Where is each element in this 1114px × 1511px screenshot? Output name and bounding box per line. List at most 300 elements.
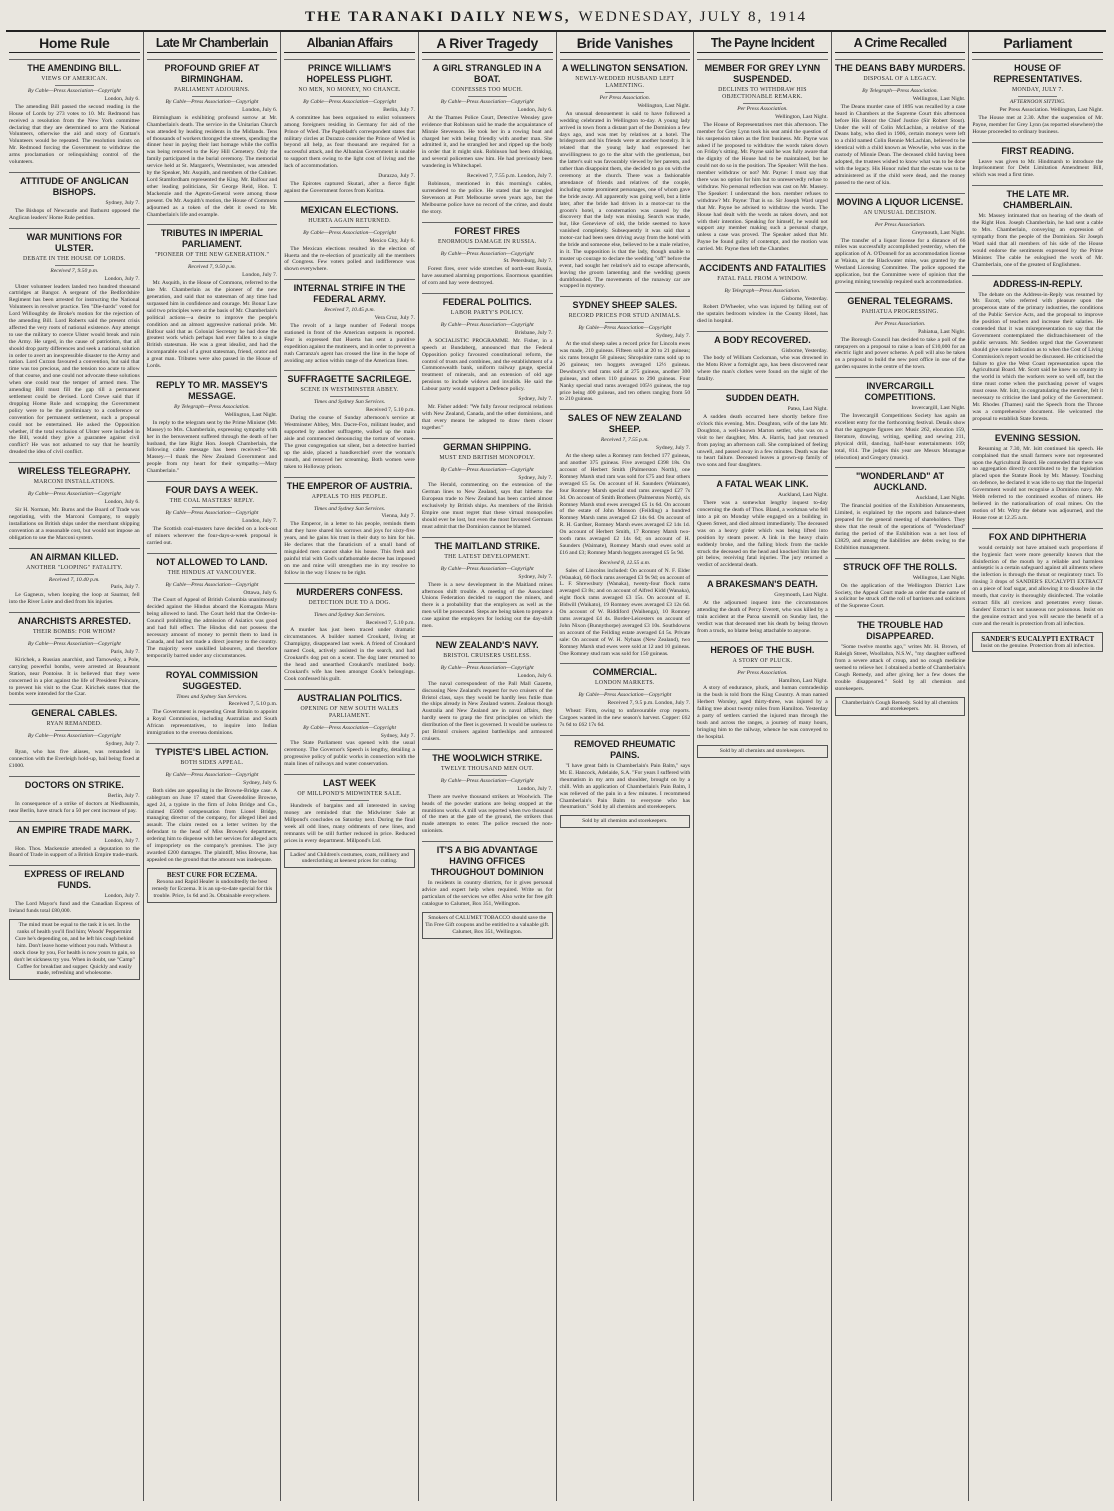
- article-body: The financial position of the Exhibition Amusements, Limited, is explained by the reports and balance-sheet prepared for the general meeting of shareholders. They show that the result of the operations of "Wonderland" during the period of the Exhibition was a net loss of £3829, and among the liabilities are debts owing to the Exhibition management.: [834, 503, 966, 551]
- article-byline: By Telegraph—Press Association.: [862, 88, 938, 94]
- divider: [468, 248, 507, 249]
- article: [284, 201, 415, 273]
- article: [422, 841, 553, 908]
- article-byline: By Cable—Press Association—Copyright: [440, 777, 534, 784]
- article-body: The Herald, commenting on the extension of the German lines to New Zealand, says that hitherto the European trade to New Zealand has been carried almost exclusively by British ships. As members of the British Empire one must regret that these virtual monopolies should ever be lost, but even the most favoured Germans must admit that the Dominion cannot be blamed.: [421, 482, 553, 530]
- newspaper-title: THE TARANAKI DAILY NEWS,: [304, 8, 571, 25]
- article-dateline: Wellington, Last Night.: [775, 113, 828, 120]
- divider: [468, 464, 507, 465]
- article-headline: STRUCK OFF THE ROLLS.: [835, 558, 966, 573]
- article-headline: ANARCHISTS ARRESTED.: [9, 612, 140, 627]
- article-dateline: London, July 7.: [104, 893, 140, 900]
- column-5: [557, 32, 695, 1501]
- article-dateline: London, July 6.: [517, 106, 553, 113]
- article-dateline: Per Press Association. Wellington, Last Night.: [999, 106, 1103, 113]
- article-headline: MEXICAN ELECTIONS.: [284, 201, 415, 216]
- article-body: At the stud sheep sales a record price for Lincoln ewes was made, 210 guineas. Fifteen sold at 20 to 21 guineas; six rams brought 58 guineas; Shropshire rams sold up to 26 guineas; ten hoggets averaged 12½ guineas. Dewsbury's stud rams sold at 275 guineas, another 300 guineas, and others 110 guineas to 290 guineas. Four Nanky special stud rams averaged 105½ guineas, the top price being 400 guineas, and ten others ranging from 50 to 210 guineas.: [559, 341, 691, 403]
- article-dateline: Sydney, July 7.: [105, 741, 140, 748]
- article-dateline: Received 7, 9.5 p.m. London, July 7.: [607, 700, 691, 707]
- article-dateline: Berlin, July 7.: [107, 792, 140, 799]
- article: [835, 616, 966, 692]
- article: [9, 462, 140, 541]
- article: [972, 185, 1103, 268]
- article-subheadline: NEWLY-WEDDED HUSBAND LEFT LAMENTING.: [575, 76, 675, 89]
- article-body: A committee has been organised to enlist volunteers among foreigners residing in Germany for aid of the Prince of Wied. The Pagebladt's correspondent states that military circles at Durazzo consider the Prince of Wied is beyond all help, as four thousand are required for a successful attack, and the Albanian Government is unable to support them owing to the light cost of living and the lack of accommodation.: [284, 114, 415, 170]
- article-byline: Times and Sydney Sun Services.: [313, 399, 386, 406]
- article: [9, 172, 140, 222]
- article-headline: GENERAL TELEGRAMS.: [835, 292, 966, 307]
- article-dateline: Received 7, 5.10 p.m.: [228, 701, 278, 708]
- divider: [605, 689, 644, 690]
- article-dateline: Sydney, July 7.: [518, 474, 553, 481]
- article-dateline: Greymouth, Last Night.: [911, 229, 966, 236]
- article-dateline: St. Petersburg, July 7.: [503, 258, 553, 265]
- article-headline: REPLY TO MR. MASSEY'S MESSAGE.: [147, 376, 278, 402]
- article: [147, 376, 278, 475]
- divider: [743, 285, 782, 286]
- article-byline: AFTERNOON SITTING.: [1009, 99, 1066, 105]
- article-body: Wheat: Firm, owing to unfavourable crop reports. Cargoes wanted in the new season's harvest. Copper: £62 7s 6d to £62 17s 6d.: [559, 708, 691, 729]
- article-dateline: Berlin, July 7.: [383, 106, 415, 113]
- article: [147, 553, 278, 660]
- article-dateline: London, July 7.: [517, 785, 553, 792]
- article: [560, 560, 691, 658]
- article-body: Robinson, mentioned in this morning's cables, surrendered to the police. He stated that he strangled Stevenson at Port Melbourne seven years ago, but the Melbourne police have no record of the crime, and doubt the story.: [421, 180, 553, 215]
- article-body: An unusual denouement is said to have followed a wedding celebrated in Wellington to-day. A young lady arrived in town from a distant part of the Dominion a few days ago, and was met by relatives at a hotel. The bridegroom and his friends were at another hostelry. It is related that the young lady had expressed her unwillingness to go to the altar with the gentleman, but the latter's suit was favourably viewed by her parents, and rather than disappoint them, she decided to go on with the ceremony at the church. There was a fashionable attendance of friends and relatives of the couple, including some prominent personages, one of whom gave the bride away. All apparently was going well, but a little later, after the bride had driven in a motor-car to the groom's hotel, a consternation was caused by the discovery that the lady was missing. Search was made, but, like Genevieve of old, the bride seemed to have vanished completely. Subsequently it was said that a motor-car had been seen driving away from the hotel with the bride and someone else, believed to be a male relative, in it. The supposition is that the lady, though unable to muster up courage to declare the wedding "off" before the event, had sought her relative's aid to escape afterwards, leaving the groom lamenting and the wedding guests dumbfounded. The movements of the runaway car are wrapped in mystery.: [559, 110, 691, 290]
- article-headline: FOUR DAYS A WEEK.: [147, 481, 278, 496]
- article-body: The amending Bill passed the second reading in the House of Lords by 273 votes to 10. Mr. Redmond has received a resolution from the New York committee declaring that they are determined to arm the National Volunteers, otherwise the aid and story of Grattan's Volunteers would be repeated. The resolution insists on Mr. Redmond forcing the Government to withdraw the arms proclamation or relinquishing control of the volunteers.: [9, 103, 140, 166]
- article-subheadline: LABOR PARTY'S POLICY.: [450, 310, 524, 317]
- article: [422, 396, 553, 432]
- article: [284, 689, 415, 768]
- column-8: [969, 32, 1106, 1501]
- article-subheadline: "PIONEER OF THE NEW GENERATION.": [154, 252, 270, 259]
- article-body: The Epirotes captured Skutari, after a fierce fight against the Government forces from Koritza.: [284, 180, 415, 194]
- article-body: The Court of Appeal of British Columbia unanimously decided against the Hindus aboard the Komagata Maru being allowed to land. The Court held that the Order-in-Council prohibiting the admission of Asiatics was good and had full effect. The Hindus did not possess the necessary amount of money to permit them to land in Canada, and had not made a direct journey to the country. The majority were unskilled labourers, and therefore temporarily barred under any circumstances.: [146, 597, 278, 659]
- article-dateline: Sydney, July 7.: [518, 573, 553, 580]
- newspaper-page: [6, 4, 1106, 1501]
- article-dateline: Vera Cruz, July 7.: [374, 315, 415, 322]
- article-body: The House met at 2.30. After the suspension of Mr. Payne, member for Grey Lynn (as reported elsewhere) the House proceeded to ordinary business.: [972, 114, 1103, 135]
- article-subheadline: OF MILLPOND'S MIDWINTER SALE.: [297, 791, 402, 798]
- article-subheadline: NO MEN, NO MONEY, NO CHANCE.: [298, 87, 401, 93]
- article-subheadline: DECLINES TO WITHDRAW HIS OBJECTIONABLE REMARK.: [718, 87, 807, 100]
- article: [9, 776, 140, 815]
- article: [697, 475, 828, 569]
- article: [9, 704, 140, 770]
- article: [697, 331, 828, 384]
- article-body: The Bishops of Newcastle and Bathurst opposed the Anglican leaders' Home Rule petition.: [9, 207, 140, 221]
- divider: [55, 574, 94, 575]
- article: [147, 59, 278, 218]
- article-body: The revolt of a large number of Federal troops stationed in front of the American outposts is reported. Fear is expressed that Huerta has sent a punitive expedition against the mutineers, and in order to prevent a rush Carranza's agent has crossed the line in the hope of avoiding any action within range of the American lines.: [284, 323, 415, 364]
- divider: [468, 96, 507, 97]
- article-byline: By Cable—Press Association—Copyright: [165, 581, 259, 588]
- article-dateline: Greymouth, Last Night.: [774, 592, 828, 599]
- divider: [880, 219, 919, 220]
- article-body: The body of William Cocksman, who was drowned in the Motu River a fortnight ago, has been discovered near where the man's clothes were found on the night of the fatality.: [697, 355, 828, 383]
- article-body: In reply to the telegram sent by the Prime Minister (Mr. Massey) to Mrs. Chamberlain, expressing sympathy with her in the bereavement suffered through the death of her husband, the late Right Hon. Joseph Chamberlain, the following cable message has been received:—"Mr. Massey.—I thank the New Zealand Government and people from my heart for their sympathy.—Mary Chamberlain.": [146, 419, 278, 475]
- article-headline: MEMBER FOR GREY LYNN SUSPENDED.: [697, 59, 828, 85]
- article-dateline: Auckland, Last Night.: [778, 492, 828, 499]
- article-dateline: Gisborne, Yesterday.: [781, 347, 828, 354]
- divider: [330, 722, 369, 723]
- article-subheadline: DISPOSAL OF A LEGACY.: [863, 76, 937, 82]
- article: [972, 59, 1103, 136]
- article: [9, 612, 140, 698]
- article-dateline: Wellington, Last Night.: [224, 411, 278, 418]
- column-heading: Bride Vanishes: [560, 34, 691, 53]
- article-body: Hon. Thos. Mackenzie attended a deputation to the Board of Trade in support of a British Empire trade-mark.: [9, 845, 140, 859]
- article-dateline: Sydney, July 7.: [655, 445, 691, 452]
- article-headline: DOCTORS ON STRIKE.: [9, 776, 140, 791]
- article-headline: HEROES OF THE BUSH.: [697, 641, 828, 656]
- article-subheadline: MUST END BRITISH MONOPOLY.: [439, 454, 535, 461]
- advertisement: [9, 919, 140, 980]
- article: [697, 259, 828, 325]
- article-headline: SYDNEY SHEEP SALES.: [560, 296, 691, 311]
- article-headline: A BRAKESMAN'S DEATH.: [697, 575, 828, 590]
- divider: [330, 227, 369, 228]
- advertisement: [147, 868, 278, 903]
- article-byline: Received 7, 9.50 p.m.: [187, 264, 236, 271]
- article-byline: Per Press Association.: [874, 221, 926, 228]
- column-2: [144, 32, 282, 1501]
- article-headline: FOREST FIRES: [422, 222, 553, 237]
- article-subheadline: FATAL FALL FROM A WINDOW.: [717, 276, 808, 283]
- article-subheadline: THE COAL MASTERS' REPLY.: [169, 498, 255, 505]
- article: [422, 438, 553, 531]
- article-dateline: Mexico City, July 6.: [369, 237, 415, 244]
- divider: [330, 800, 369, 801]
- article-dateline: Patea, Last Night.: [787, 406, 828, 413]
- article: [560, 735, 691, 811]
- article-dateline: Hamilton, Last Night.: [778, 677, 828, 684]
- article-body: A SOCIALISTIC PROGRAMME. Mr. Fisher, in a speech at Bundaberg, announced that the Federal Opposition policy favoured constitutional reform, the control of trusts and combines, and the establishment of a Commonwealth bank, uniform railway gauge, special treatment of minerals, and an extension of old age pensions to include widows and invalids. He said the Labour party would support a Defence policy.: [421, 337, 553, 393]
- column-heading: Albanian Affairs: [284, 34, 415, 53]
- article-headline: "WONDERLAND" AT AUCKLAND.: [835, 467, 966, 493]
- article-body: A sudden death occurred here shortly before five o'clock this evening. Mrs. Doughton, wife of the late Mr. Doughton, a well-known Marton settler, who was on a visit to her daughter, Mrs. A. Harris, had just returned from paying an afternoon call. She complained of feeling unwell, and passed away in a few minutes. Death was due to heart failure. Deceased leaves a grown-up family of two sons and four daughters.: [697, 414, 828, 469]
- divider: [468, 775, 507, 776]
- advertisement: [835, 697, 966, 717]
- divider: [192, 507, 231, 508]
- article-headline: THE WOOLWICH STRIKE.: [422, 749, 553, 764]
- article: [835, 558, 966, 611]
- article-subheadline: CONFESSES TOO MUCH.: [451, 87, 523, 93]
- article-subheadline: APPEALS TO HIS PEOPLE.: [311, 493, 388, 500]
- article-dateline: Wellington, Last Night.: [912, 574, 966, 581]
- article-dateline: London, July 7.: [104, 837, 140, 844]
- article-byline: By Cable—Press Association—Copyright: [578, 325, 672, 332]
- article-dateline: Sydney, July 7.: [105, 199, 140, 206]
- article-headline: A BODY RECOVERED.: [697, 331, 828, 346]
- article-headline: NEW ZEALAND'S NAVY.: [422, 636, 553, 651]
- article-byline: By Cable—Press Association—Copyright: [27, 733, 121, 740]
- article-dateline: Received 7, 5.10 p.m.: [365, 619, 415, 626]
- article-body: would certainly not have attained such proportions if the hygienic fact were more generally known that the disinfection of the mouth by a reliable and harmless antiseptic is a certain safeguard against all ailments where the infection is through the throat or respiratory tract. To rinsing 3 drops of SANDER'S EUCALYPTI EXTRACT on a piece of loaf sugar, and allowing it to dissolve in the mouth, that cavity is thoroughly disinfected. The volatile extract fills all crevices and penetrates every tissue. Sanders' Extract is not nauseous nor poisonous. Insist on the genuine extract and you will secure the benefit of a cure and the result is protection from all infection.: [972, 544, 1103, 627]
- article-dateline: London, July 7.: [104, 275, 140, 282]
- article: [147, 743, 278, 864]
- divider: [330, 396, 369, 397]
- article-byline: By Cable—Press Association—Copyright: [440, 466, 534, 473]
- article-headline: AN EMPIRE TRADE MARK.: [9, 821, 140, 836]
- article: [9, 548, 140, 607]
- column-1: [6, 32, 144, 1501]
- article-headline: REMOVED RHEUMATIC PAINS.: [560, 735, 691, 761]
- column-3: [281, 32, 419, 1501]
- article-byline: By Cable—Press Association—Copyright: [165, 772, 259, 778]
- article-byline: By Telegraph—Press Association.: [174, 404, 250, 410]
- column-heading: The Payne Incident: [697, 34, 828, 53]
- article-dateline: Ottawa, July 6.: [243, 589, 278, 596]
- column-heading: A Crime Recalled: [835, 34, 966, 53]
- divider: [55, 488, 94, 489]
- divider: [192, 96, 231, 97]
- article: [9, 228, 140, 456]
- article-body: Both sides are appealing in the Browne-Bridge case. A cablegram on June 17 stated that Gwendoline Browne, aged 24, a typiste in the firm of John Bridge and Co., claimed £5000 compensation from Lionel Bridge, managing director of the company, for alleged libel and assault. The claim rested on a letter written by the defendant to the head of Miss Browne's department, ordering him to dispense with her services for alleged acts of impropriety on the company's premises. The jury awarded £200 damages. The plaintiff, Miss Browne, has appealed on the ground that the amount was inadequate.: [146, 787, 278, 863]
- column-heading: A River Tragedy: [422, 34, 553, 53]
- article: [972, 528, 1103, 628]
- advertisement: [697, 745, 828, 758]
- article: [284, 583, 415, 683]
- article-headline: THE DEANS BABY MURDERS.: [835, 59, 966, 74]
- article-headline: SUFFRAGETTE SACRILEGE.: [284, 370, 415, 385]
- article-headline: PROFOUND GRIEF AT BIRMINGHAM.: [147, 59, 278, 85]
- article-headline: FEDERAL POLITICS.: [422, 293, 553, 308]
- article-byline: Received 7, 10.45 p.m.: [324, 307, 375, 314]
- article-dateline: Sydney, July 7.: [518, 396, 553, 403]
- column-7: [832, 32, 970, 1501]
- article-subheadline: LONDON MARKETS.: [595, 680, 655, 687]
- article-headline: A GIRL STRANGLED IN A BOAT.: [422, 59, 553, 85]
- article: [422, 636, 553, 743]
- article-body: The Mexican elections resulted in the election of Huerta and the re-election of practically all the members of Congress. Few voters polled and indifference was shown everywhere.: [284, 245, 415, 273]
- article-headline: EXPRESS OF IRELAND FUNDS.: [9, 865, 140, 891]
- article-headline: FOX AND DIPHTHERIA: [972, 528, 1103, 543]
- article-body: The State Parliament was opened with the usual ceremony. The Governor's Speech is lengthy, detailing a progressive policy of public works in connection with the main lines of railways and water conservation.: [284, 740, 415, 768]
- article: [284, 370, 415, 470]
- column-4: [419, 32, 557, 1501]
- advertisement-heading: SANDER'S EUCALYPTI EXTRACT: [981, 634, 1095, 643]
- article: [835, 377, 966, 461]
- article-headline: A FATAL WEAK LINK.: [697, 475, 828, 490]
- divider: [55, 265, 94, 266]
- article-subheadline: DEBATE IN THE HOUSE OF LORDS.: [22, 255, 126, 262]
- article-body: The Government is requesting Great Britain to appoint a Royal Commission, including Australian and South African representatives, to inquire into Indian immigration to the oversea dominions.: [146, 709, 278, 737]
- article-body: The House of Representatives met this afternoon. The member for Grey Lynn took his seat amid the question of his suspension taken as the first business. Mr. Payne was asked if he proposed to withdraw the words taken down on Friday's sitting. Mr. Payne said he was fully aware that the dignity of the House had to be maintained, but he could not do so in the position. The Speaker: Will the hon. member withdraw or not? Mr. Payne: I must say that there was no option for him but to unreservedly refuse to withdraw. No personal reflection was cast on Mr. Massey. The Speaker: I understand the hon. member refuses to withdraw? Mr. Payne: That is so. Sir Joseph Ward urged that Mr. Payne be advised to withdraw the words. The House had dealt with the words as taken down, and not with their intention. Speaking for himself, he would not support any member making such a personal charge, unless a case was proved. The Speaker asked that Mr. Payne be found guilty of contempt, and the motion was carried. Mr. Payne then left the Chamber.: [697, 121, 828, 253]
- article-body: "Some twelve months ago," writes Mr. H. Brown, of Raleigh Street, Woollahra, N.S.W., "my daughter suffered from a severe attack of croup, and no cough medicine seemed to relieve her. I obtained a bottle of Chamberlain's Cough Remedy, and after giving her a few doses the trouble disappeared." Sold by all chemists and storekeepers.: [834, 644, 966, 692]
- article: [835, 59, 966, 187]
- article-dateline: Wellington, Last Night.: [637, 102, 691, 109]
- article-dateline: Paris, July 7.: [110, 584, 140, 591]
- article-subheadline: PAHIATUA PROGRESSING.: [861, 308, 939, 315]
- article-body: A story of endurance, pluck, and human comradeship in the bush is told from the King Country. A man named Herbert Worsley, aged thirty-three, was injured by a falling tree about twenty miles from Hamilton. Yesterday a party of settlers carried the injured man through the bush and across the ranges, a journey of many hours, bringing him to the railway, whence he was conveyed to the hospital.: [697, 685, 828, 740]
- article-headline: TRIBUTES IN IMPERIAL PARLIAMENT.: [147, 224, 278, 250]
- article: [697, 59, 828, 253]
- article-headline: FIRST READING.: [972, 142, 1103, 157]
- article-byline: Received 7, 7.55 p.m.: [600, 437, 649, 444]
- article: [835, 292, 966, 371]
- article-byline: Received 7, 9.50 p.m.: [50, 267, 99, 274]
- article: [147, 481, 278, 547]
- article-body: The Emperor, in a letter to his people, reminds them that they have shared his sorrows and joys for sixty-five years, and he gains his trust in their duty to him for his. He declares that the fanaticism of a small band of misguided men cannot shake his house. This fresh and painful trial with God's unfathomable decree has imposed on me and mine will strengthen me in my resolve to follow in the way I know to be right.: [284, 521, 415, 576]
- article-byline: Per Press Association.: [874, 320, 926, 327]
- article-headline: THE AMENDING BILL.: [9, 59, 140, 74]
- article-headline: IT'S A BIG ADVANTAGE HAVING OFFICES THROUGHOUT DOMINION: [422, 841, 553, 878]
- masthead: [6, 4, 1106, 32]
- article-body: Mr. Fisher added: "We fully favour reciprocal relations with New Zealand, Canada, and the other dominions, and that every means be adopted to draw them closer together.": [421, 404, 553, 431]
- article-dateline: London, July 7.: [242, 272, 278, 279]
- divider: [192, 769, 231, 770]
- article-headline: MURDERERS CONFESS.: [284, 583, 415, 598]
- article-subheadline: HUERTA AGAIN RETURNED.: [308, 217, 391, 224]
- article: [422, 293, 553, 393]
- columns-container: [6, 32, 1106, 1501]
- article-byline: By Cable—Press Association—Copyright: [303, 229, 397, 236]
- article: [972, 275, 1103, 423]
- article-body: There are twelve thousand strikers at Woolwich. The heads of the powder stations are being stopped at the munitions works. A mill was reported when two thousand of the men at the gate of the ground, the strikers thus made attempts to enter. The police rescued the non-unionists.: [421, 793, 553, 835]
- article-byline: Times and Sydney Sun Services.: [313, 505, 386, 512]
- article: [422, 537, 553, 630]
- article-dateline: London, July 6.: [104, 95, 140, 102]
- article: [284, 59, 415, 170]
- divider: [192, 261, 231, 262]
- article-body: Mr. Asquith, in the House of Commons, referred to the late Mr. Chamberlain as the pioneer of the new generation, and said that no statesman of any time had surpassed him in confidence and courage. Mr. Bonar Law said two principles were at the basis of Mr. Chamberlain's political actions—a desire to improve the people's condition and an almost aggressive national pride. Mr. Balfour said that as Colonial Secretary he had done the greatest work which perhaps had ever fallen to a single British statesman. He was a great idealist, and had the incomparable soul of a great statesman, friend, orator and a great man. Tributes were also passed in the House of Lords.: [146, 280, 278, 370]
- divider: [880, 318, 919, 319]
- article-byline: By Cable—Press Association—Copyright: [440, 565, 534, 572]
- article-byline: Received 7, 10.40 p.m.: [48, 576, 100, 583]
- article-body: The naval correspondent of the Pall Mall Gazette, discussing New Zealand's request for two cruisers of the Bristol class, says they would be hardly less futile than the ships already in New Zealand waters. Zealous though Australia and New Zealand are in naval affairs, they hardly seem to grasp the first principles on which the distribution of the fleet is governed. It would be useless to put Bristol cruisers against battleships and armoured cruisers.: [421, 680, 553, 742]
- advertisement: [560, 815, 691, 828]
- article-body: At the adjourned inquest into the circumstances attending the death of Percy Everett, who was killed by a train accident at the Paroa sawmill on Sunday last, the verdict was that deceased met his death by being thrown from a truck, no blame being attachable to anyone.: [697, 600, 828, 634]
- article: [147, 666, 278, 737]
- article-headline: HOUSE OF REPRESENTATIVES.: [972, 59, 1103, 85]
- article-subheadline: PARLIAMENT ADJOURNS.: [174, 87, 250, 93]
- article-body: Ulster volunteer leaders landed two hundred thousand cartridges at Bangor. A sergeant of the Bedfordshire Regiment has been arrested for instructing the National Volunteers in revolver practice. Ten "Die-hards" voted for Lord Willoughby de Broke's motion for the rejection of the amending Bill. Lord Roberts said the present crisis affected the very roots of national existence. Any attempt to use the military to coerce Ulster would break and ruin the Army. He urged, in the cause of patriotism, that all should drop party differences and seek a national solution in order to avert an inexpressible disaster to the Army and nation. Lord Curzon favoured a convention, but said that time was too precious, and the tension too acute to allow of that course, and one could not advocate these solutions when one could tear the temper of armed men. The amending Bill must fill the gap till a permanent settlement could be devised. Lord Crewe said that if dropping Home Rule and scrapping the Government policy were to be the preliminary to a conference or convention for permanent settlement, such a proposal could not be entertained. He asked the Opposition whether, if the total exclusion of Ulster were included in the Bill, would they give a guarantee against civil conflict? He was not ashamed to say that he heartily dreaded the idea of civil conflict.: [9, 283, 140, 456]
- article-byline: By Cable—Press Association—Copyright: [578, 692, 672, 699]
- article: [422, 749, 553, 835]
- article-dateline: Invercargill, Last Night.: [911, 405, 966, 412]
- article-headline: INVERCARGILL COMPETITIONS.: [835, 377, 966, 403]
- divider: [743, 103, 782, 104]
- article-body: Le Gagneux, when looping the loop at Saumur, fell into the River Loire and died from his injuries.: [9, 592, 140, 606]
- article-headline: THE TROUBLE HAD DISAPPEARED.: [835, 616, 966, 642]
- article-body: On the application of the Wellington District Law Society, the Appeal Court made an order that the name of a solicitor be struck off the roll of barristers and solicitors of the Supreme Court.: [834, 582, 966, 610]
- article-subheadline: TWELVE THOUSAND MEN OUT.: [440, 765, 534, 772]
- article: [697, 575, 828, 634]
- article-subheadline: DETECTION DUE TO A DOG.: [308, 599, 391, 606]
- article-headline: GENERAL CABLES.: [9, 704, 140, 719]
- advertisement-body: The mind must be equal to the task it is set. In the ranks of health you'll find him; Woods' Peppermint Cure he's depending on, and he left his cough behind him. Don't leave home without you rush. Without a stock close by you, For health is now yours to gain, so don't let sickness try you. When in doubt, use "Camp" Coffee for breakfast and supper. Quickly and easily made, refreshing and wholesome.: [13, 922, 136, 977]
- issue-date: WEDNESDAY, JULY 8, 1914: [578, 8, 808, 25]
- column-heading: Parliament: [972, 34, 1103, 53]
- divider: [880, 85, 919, 86]
- article-headline: NOT ALLOWED TO LAND.: [147, 553, 278, 568]
- article: [560, 296, 691, 403]
- article: [9, 59, 140, 166]
- article: [560, 663, 691, 729]
- article: [835, 193, 966, 286]
- article-headline: THE MAITLAND STRIKE.: [422, 537, 553, 552]
- article-dateline: London, July 6.: [104, 499, 140, 506]
- article-headline: COMMERCIAL.: [560, 663, 691, 678]
- advertisement: [422, 912, 553, 939]
- article-subheadline: A STORY OF PLUCK.: [732, 657, 793, 664]
- article-byline: By Telegraph—Press Association.: [724, 288, 801, 295]
- article-byline: By Cable—Press Association—Copyright: [27, 641, 121, 648]
- article-byline: By Cable—Press Association—Copyright: [27, 491, 121, 498]
- article-body: Sales of Lincolns included: On account of N. F. Elder (Wanaka), 60 flock rams averaged £3 9s 9d; on account of L. F. Shrewsbury (Wanaka), twenty-four flock rams averaged £3 8s; and on account of Alfred Kidd (Wanaka), eight flock rams averaged £3 15s. On account of E. Bidwill (Waikato), 19 Romney ewes averaged £3 12s 6d. On account of W. Riddiford (Waihenga), 10 Romney rams averaged £4 4s. Border-Leicesters on account of John Nixon (Bunnythorpe) averaged £3 10s. Southdowns on account of the Feilding estate averaged £4 5s. Private sale: On account of W. H. Nyhaas (New Zealand), two Romney Marsh stud ewes were sold at 12 and 10 guineas. One Romney stud ram was sold for 150 guineas.: [559, 567, 691, 657]
- article-byline: By Cable—Press Association—Copyright: [165, 99, 259, 105]
- article-dateline: Gisborne, Yesterday.: [781, 295, 828, 302]
- article-headline: ATTITUDE OF ANGLICAN BISHOPS.: [9, 172, 140, 198]
- article-body: The Deans murder case of 1895 was recalled by a case heard in Chambers at the Supreme Court this afternoon before His Honor the Chief Justice (Sir Robert Stout). Under the will of Colin McLachlan, a relative of the Deans baby, who died in 1906, certain moneys were left to a child named Colin Rennie McLachlan, believed to be identical with a child known as Weowlie, who was in the custody of Minnie Dean. The deceased child having been adopted, the trustees wished to know what was to be done with the legacy. His Honor ruled that the estate was to be administered as if the child were dead, and the money passed to the next of kin.: [834, 103, 966, 186]
- article-body: Birmingham is exhibiting profound sorrow at Mr. Chamberlain's death. The service in the Unitarian Church was attended by leading residents in the Midlands. Tens of thousands of workers thronged the streets, spending the dinner hour in paying their last homage while the coffin was being removed to the Key Hill Cemetery. Only the family participated in the burial ceremony. The memorial service held at St. Margaret's, Westminster, was attended by the Speaker, Mr. Asquith, and members of the Cabinet. Lord Stamfordham represented the King. Mr. Balfour and other leading politicians, Sir George Reid, Hon. T. Mackenzie and the Agents-General were among those present. On Mr. Asquith's motion, the House of Commons adjourned as a token of the debt it owed to Mr. Chamberlain's life and example.: [146, 114, 278, 218]
- article: [422, 173, 553, 215]
- article: [9, 821, 140, 860]
- article-body: Kirichek, a Russian anarchist, and Tarnowsky, a Pole, carrying powerful bombs, were arrested at Beaumont Station, near Pontoise. It is believed that they were concerned in a plot against the life of President Poincare, to prevent his visit to the Czar. Kirichek states that the bombs were intended for the Czar.: [9, 656, 140, 698]
- divider: [743, 667, 782, 668]
- article-body: At the sheep sales a Romney ram fetched 177 guineas, and another 375 guineas. Five averaged £398 18s. On account of Herbert Smith (Palmerston North), one Romney Marsh stud ram was sold for £75 and four others averaged £5 5s. On account of H. Saunders (Waimate), four Romney Marsh special stud rams averaged £27 7s 3d. On account of Smith Brothers (Palmerston North), six Romney Marsh stud ewes averaged £5 1s 6d. On account of the estate of John Monson (Feilding) a hundred Romney Marsh rams averaged £2 14s 6d. On account of R. H. Gardner, Romney Marsh ewes averaged £2 14s 1d. On account of Herbert Smith, 17 Romney Marsh two-tooth rams averaged £2 14s 6d; on account of H. Saunders (Waimate), Romney Marsh stud ewes sold at £16 and £3; Romney Marsh hoggets averaged £5 5s 9d.: [559, 453, 691, 556]
- article-byline: By Cable—Press Association—Copyright: [440, 322, 534, 329]
- divider: [468, 662, 507, 663]
- article-subheadline: BOTH SIDES APPEAL.: [180, 760, 244, 766]
- article-body: In residents in country districts, for it gives personal advice and expert help when required. Write us for particulars of the services we offer. Also write for free gift catalogue to Calumet, Box 351, Wellington.: [421, 880, 553, 907]
- article-byline: By Cable—Press Association—Copyright: [440, 99, 534, 105]
- divider: [55, 730, 94, 731]
- article-dateline: Brisbane, July 7.: [514, 329, 553, 336]
- article-headline: SALES OF NEW ZEALAND SHEEP.: [560, 409, 691, 435]
- advertisement-body: Insist on the genuine. Protection from all infection.: [980, 642, 1095, 649]
- advertisement-body: Smokers of CALUMET TOBACCO should save the Tin Free Gift coupons and be entitled to a valuable gift. Calumet, Box 351, Wellington.: [425, 914, 550, 935]
- article: [147, 224, 278, 370]
- article-dateline: Wellington, Last Night.: [912, 95, 966, 102]
- article-body: Resuming at 7.30, Mr. Isitt continued his speech. He complained that the small farmers were not represented upon the Agricultural Board. He contended that there was no aggregation directly contributed to by the legislation placed upon the Statute Book by Mr. Massey. Touching on defence, he declared it was idle to say that the Imperial Government would not recognise a Dominion navy. Mr. Webb referred to the continued exodus of miners. He believed in the nationalisation of coal mines. On the motion of Mr. Witty the debate was adjourned, and the House rose at 12.25 a.m.: [972, 445, 1103, 521]
- article-headline: THE EMPEROR OF AUSTRIA.: [284, 477, 415, 492]
- divider: [468, 563, 507, 564]
- article: [835, 467, 966, 551]
- article-dateline: London, July 6.: [242, 106, 278, 113]
- article-subheadline: RECORD PRICES FOR STUD ANIMALS.: [568, 313, 681, 320]
- article-body: Forest fires, over wide stretches of north-east Russia, have assumed alarming proportions. Enormous quantities of corn and hay were destroyed.: [421, 266, 553, 287]
- article-body: The Scottish coal-masters have decided on a lock-out of miners wherever the four-days-a-week proposal is carried out.: [146, 525, 278, 546]
- column-heading: Home Rule: [9, 34, 140, 53]
- article-headline: WAR MUNITIONS FOR ULSTER.: [9, 228, 140, 254]
- article-subheadline: SCENE IN WESTMINSTER ABBEY.: [300, 387, 399, 394]
- article-subheadline: OPENING OF NEW SOUTH WALES PARLIAMENT.: [300, 705, 399, 719]
- article-byline: By Cable—Press Association—Copyright: [440, 250, 534, 257]
- article-subheadline: VIEWS OF AMERICAN.: [41, 76, 108, 82]
- article-body: The transfer of a liquor license for a distance of 66 miles was successfully accomplished yesterday, when the application of A. O'Donnell for an accommodation license at Waiuta, at the Blackwater mine, was granted by the Westland Licensing Committee. The police opposed the application, but the Committee were of opinion that the growing mining township required such accommodation.: [834, 237, 966, 285]
- article-subheadline: ANOTHER "LOOPING" FATALITY.: [26, 564, 123, 571]
- divider: [330, 503, 369, 504]
- advertisement-body: Sold by all chemists and storekeepers.: [719, 747, 806, 754]
- article-byline: Times and Sydney Sun Services.: [176, 693, 248, 700]
- article: [284, 477, 415, 577]
- article-dateline: London, July 6.: [517, 672, 553, 679]
- article-subheadline: THEIR BOMBS: FOR WHOM?: [32, 629, 116, 636]
- article-byline: Received 8, 12.55 a.m.: [599, 559, 651, 566]
- article: [422, 222, 553, 288]
- article-dateline: Sydney, July 6.: [243, 779, 278, 786]
- advertisement-heading: BEST CURE FOR ECZEMA.: [166, 870, 257, 879]
- article-body: "I have great faith in Chamberlain's Pain Balm," says Mr. E. Hancock, Adelaide, S.A. "For years I suffered with rheumatism in my arm and shoulder, brought on by a chill. With an application of Chamberlain's Pain Balm, I was relieved of the pain in a few minutes. I recommend Chamberlain's Pain Balm to everyone who has rheumatism." Sold by all chemists and storekeepers.: [559, 762, 691, 811]
- article: [422, 59, 553, 170]
- article-subheadline: AN UNUSUAL DECISION.: [863, 209, 937, 216]
- article: [972, 429, 1103, 522]
- article-byline: By Cable—Press Association—Copyright: [303, 99, 397, 105]
- article-headline: SUDDEN DEATH.: [697, 389, 828, 404]
